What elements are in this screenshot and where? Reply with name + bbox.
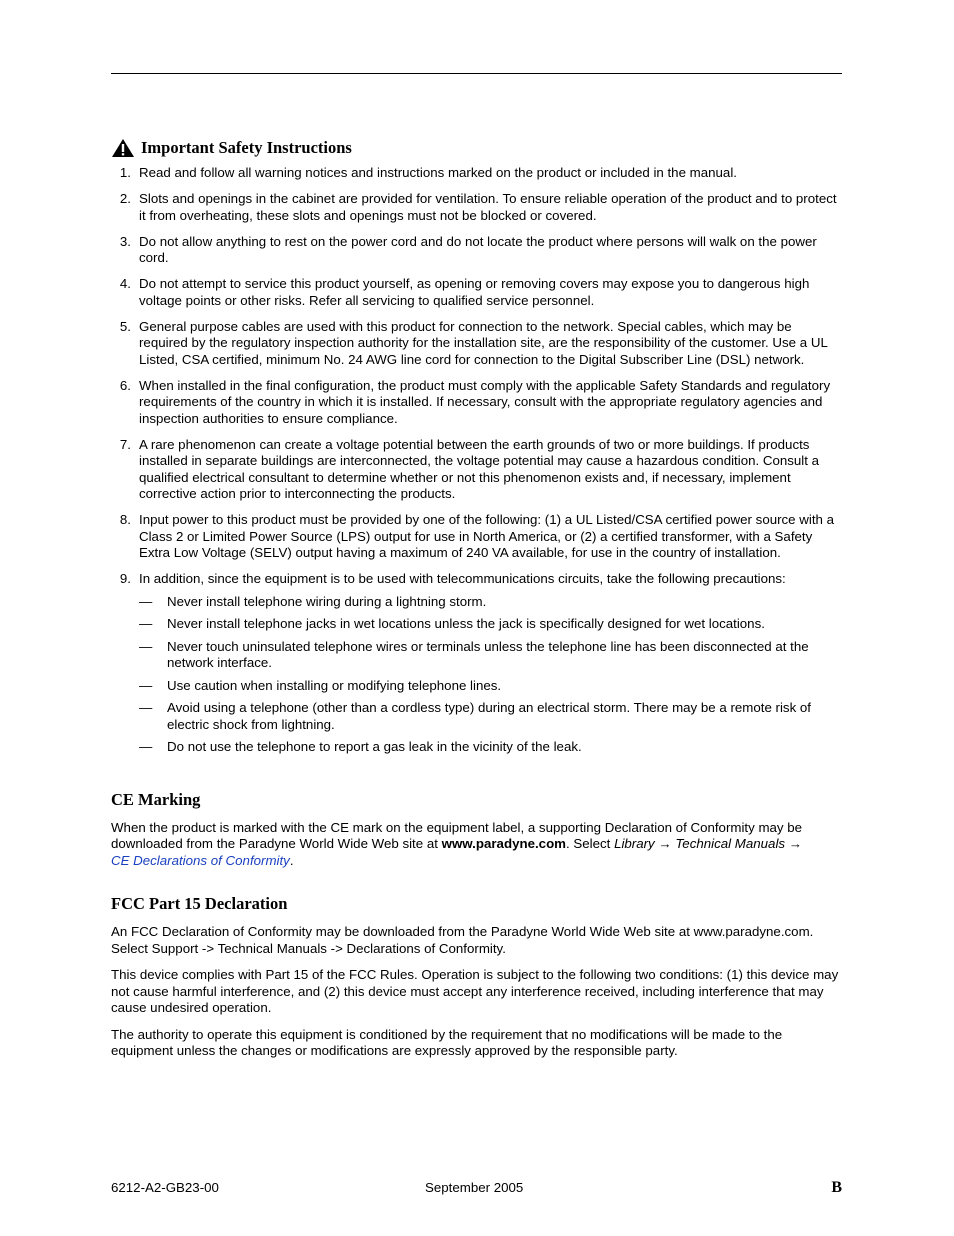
fcc-paragraph: This device complies with Part 15 of the FCC Rules. Operation is subject to the following two conditions: (1) this device may not cause harmful interference, and (2) this device must accept any interference received, including interference that may cause undesired operation. [111,967,839,1015]
ce-section [111,790,842,870]
precaution-text: Use caution when installing or modifying telephone lines. [167,677,502,693]
dash-bullet: — [139,638,153,654]
arrow-icon: → [785,836,803,851]
dash-bullet: — [139,739,153,754]
precaution-item [139,594,842,611]
header-rule [111,73,842,74]
precaution-item [139,700,842,733]
fcc-heading: FCC Part 15 Declaration [111,894,288,913]
item-text: Do not allow anything to rest on the power cord and do not locate the product where persons will walk on the power cord. [139,233,817,265]
dash-bullet: — [139,593,153,609]
footer-doc-number: 6212-A2-GB23-00 [111,1180,219,1195]
ce-heading: CE Marking [111,789,201,809]
precaution-text: Never install telephone jacks in wet locations unless the jack is specifically designed for wet locations. [167,616,765,631]
list-item [111,165,842,182]
safety-list [111,165,842,756]
precaution-text: Never install telephone wiring during a lightning storm. [167,593,487,609]
item-number: 2. [119,191,131,206]
ce-declarations-link[interactable]: CE Declarations of Conformity [111,852,290,868]
item-text: General purpose cables are used with this product for connection to the network. Special cables, which may be required by the regulatory inspection authority for the installation site, are the responsibility of the customer. Use a UL Listed, CSA certified, minimum No. 24 AWG line cord for connection to the Digital Subscriber Line (DSL) network. [139,318,828,367]
item-number: 8. [119,512,131,527]
fcc-paragraph: An FCC Declaration of Conformity may be downloaded from the Paradyne World Wide Web site at www.paradyne.com. Select Support -> Technical Manuals -> Declarations of Conformity. [111,924,814,956]
list-item [111,571,842,756]
dash-bullet: — [139,616,153,631]
fcc-paragraph: The authority to operate this equipment is conditioned by the requirement that no modifications will be made to the equipment unless the changes or modifications are expressly approved by the responsible party. [111,1026,783,1058]
list-item [111,234,842,267]
precautions-list [139,594,842,756]
item-number: 6. [119,377,131,393]
footer-page: B [831,1179,842,1196]
precaution-item [139,678,842,695]
list-item [111,378,842,428]
ce-site: www.paradyne.com [441,836,567,851]
precaution-text: Do not use the telephone to report a gas leak in the vicinity of the leak. [167,739,582,754]
precaution-item [139,639,842,672]
list-item [111,191,842,224]
precaution-item [139,616,842,633]
ce-technical-manuals: Technical Manuals [675,836,786,851]
dash-bullet: — [139,700,153,715]
precaution-text: Never touch uninsulated telephone wires or terminals unless the telephone line has been disconnected at the network interface. [167,638,809,670]
fcc-section [111,894,842,1060]
precaution-item [139,739,842,756]
list-item [111,437,842,503]
footer-date: September 2005 [425,1180,524,1195]
precaution-text: Avoid using a telephone (other than a cordless type) during an electrical storm. There may be a remote risk of electric shock from lightning. [167,700,812,732]
list-item [111,319,842,369]
list-item [111,276,842,309]
item-number: 1. [119,165,131,180]
ce-end: . [289,852,294,868]
ce-text: When the product is marked with the CE mark on the equipment label, a supporting Declaration of Conformity may be downloaded from the Paradyne World Wide Web site at [111,819,803,851]
item-text: Input power to this product must be provided by one of the following: (1) a UL Listed/CSA certified power source with a Class 2 or Limited Power Source (LPS) output for use in North America, or (2) a certified transformer, with a Safety Extra Low Voltage (SELV) output having a maximum of 240 VA available, for use in the country of installation. [139,512,835,560]
ce-paragraph [111,820,842,870]
item-number: 9. [119,571,131,586]
ce-library: Library [614,836,655,851]
safety-title: Important Safety Instructions [141,138,352,157]
item-text: A rare phenomenon can create a voltage potential between the earth grounds of two or more buildings. If products installed in separate buildings are interconnected, the voltage potential may cause a hazardous condition. Consult a qualified electrical consultant to determine whether or not this phenomenon exists and, if necessary, implement corrective action prior to interconnecting the products. [139,436,820,501]
dash-bullet: — [139,677,153,693]
item-number: 3. [119,233,131,249]
page-content [111,138,842,1060]
item-text: Do not attempt to service this product yourself, as opening or removing covers may expose you to dangerous high voltage points or other risks. Refer all servicing to qualified service personnel. [139,276,810,308]
item-text: Read and follow all warning notices and instructions marked on the product or included in the manual. [139,165,737,180]
item-text: Slots and openings in the cabinet are provided for ventilation. To ensure reliable operation of the product and to protect it from overheating, these slots and openings must not be blocked or covered. [139,191,837,223]
safety-heading [111,138,842,158]
item-text: In addition, since the equipment is to be used with telecommunications circuits, take the following precautions: [139,571,786,586]
warning-icon [111,138,135,158]
item-number: 7. [119,436,131,452]
arrow-icon: → [654,836,676,851]
ce-text-select: . Select [566,836,615,851]
item-number: 4. [119,276,131,291]
item-number: 5. [119,318,131,334]
list-item [111,512,842,562]
item-text: When installed in the final configuration, the product must comply with the applicable Safety Standards and regulatory requirements of the country in which it is installed. If necessary, consult with the appropriate regulatory agencies and inspection authorities to ensure compliance. [139,377,831,426]
